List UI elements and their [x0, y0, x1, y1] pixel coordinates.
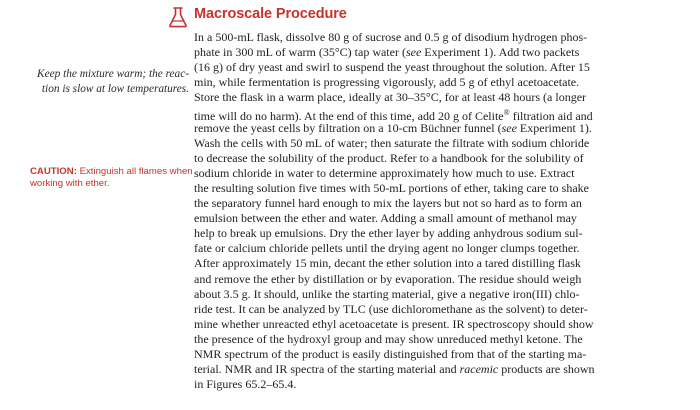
procedure-line: the resulting solution five times with 50-mL portions of ether, taking care to shake	[194, 180, 589, 195]
procedure-line	[194, 362, 694, 377]
procedure-line: After approximately 15 min, decant the ether solution into a tared distilling flask	[194, 256, 581, 271]
procedure-text-italic: see	[405, 45, 422, 60]
flask-icon	[168, 6, 188, 28]
procedure-text: Experiment 1).	[516, 120, 592, 135]
procedure-text: phate in 300 mL of warm (35°C) tap water (	[194, 45, 406, 60]
margin-note-line: Keep the mixture warm; the reac-	[37, 68, 189, 80]
procedure-line: fate or calcium chloride pellets until the drying agent no longer clumps together.	[194, 241, 580, 256]
procedure-paragraph	[194, 30, 694, 392]
procedure-text-italic: see	[501, 120, 517, 135]
procedure-line: in Figures 65.2–65.4.	[194, 377, 297, 392]
procedure-line: to decrease the solubility of the product. Refer to a handbook for the solubility of	[194, 150, 584, 165]
procedure-line: emulsion between the ether and water. Adding a small amount of methanol may	[194, 211, 577, 226]
registered-mark: ®	[503, 108, 510, 118]
procedure-text-italic: racemic	[459, 362, 499, 377]
procedure-line: and remove the ether by distillation or by evaporation. The residue should weigh	[194, 271, 582, 286]
procedure-line: about 3.5 g. It should, unlike the starting material, give a negative iron(III) chlo-	[194, 286, 580, 301]
procedure-line: NMR spectrum of the product is easily distinguished from that of the starting ma-	[194, 346, 587, 361]
caution-label: CAUTION:	[30, 166, 77, 177]
procedure-text: remove the yeast cells by filtration on a 10-cm Büchner funnel (	[194, 120, 502, 135]
procedure-line: the separatory funnel hard enough to mix the layers but not so hard as to form an	[194, 196, 582, 211]
procedure-line	[194, 45, 694, 60]
procedure-text: Experiment 1). Add two packets	[421, 45, 580, 60]
procedure-text: time will do no harm). At the end of this time, add 20 g of Celite	[194, 109, 504, 124]
procedure-line: ride test. It can be analyzed by TLC (use dichloromethane as the solvent) to deter-	[194, 301, 588, 316]
procedure-line: Store the flask in a warm place, ideally at 30–35°C, for at least 48 hours (a longer	[194, 90, 587, 105]
procedure-line: the presence of the hydroxyl group and may show unreduced methyl ketone. The	[194, 331, 583, 346]
procedure-text: filtration aid and	[509, 109, 593, 124]
caution-text: Extinguish all flames when	[76, 166, 193, 177]
procedure-line	[194, 105, 694, 124]
procedure-line: mine whether unreacted ethyl acetoacetate is present. IR spectroscopy should show	[194, 316, 594, 331]
caution-note	[30, 166, 195, 190]
margin-note	[4, 67, 189, 96]
procedure-text: products are shown	[498, 362, 595, 377]
procedure-line: (16 g) of dry yeast and swirl to suspend the yeast throughout the solution. After 15	[194, 60, 590, 75]
section-heading: Macroscale Procedure	[194, 6, 347, 22]
margin-note-line: tion is slow at low temperatures.	[41, 82, 189, 95]
procedure-line: Wash the cells with 50 mL of water; then saturate the filtrate with sodium chloride	[194, 135, 590, 150]
procedure-line: min, while fermentation is progressing vigorously, add 5 g of ethyl acetoacetate.	[194, 75, 580, 90]
procedure-line: sodium chloride in water to determine approximately how much to use. Extract	[194, 165, 575, 180]
procedure-line: help to break up emulsions. Dry the ether layer by adding anhydrous sodium sul-	[194, 226, 583, 241]
procedure-text: terial. NMR and IR spectra of the starting material and	[194, 362, 460, 377]
procedure-line	[194, 121, 694, 136]
procedure-line: In a 500-mL flask, dissolve 80 g of sucrose and 0.5 g of disodium hydrogen phos-	[194, 30, 588, 44]
caution-text: working with ether.	[30, 178, 110, 189]
